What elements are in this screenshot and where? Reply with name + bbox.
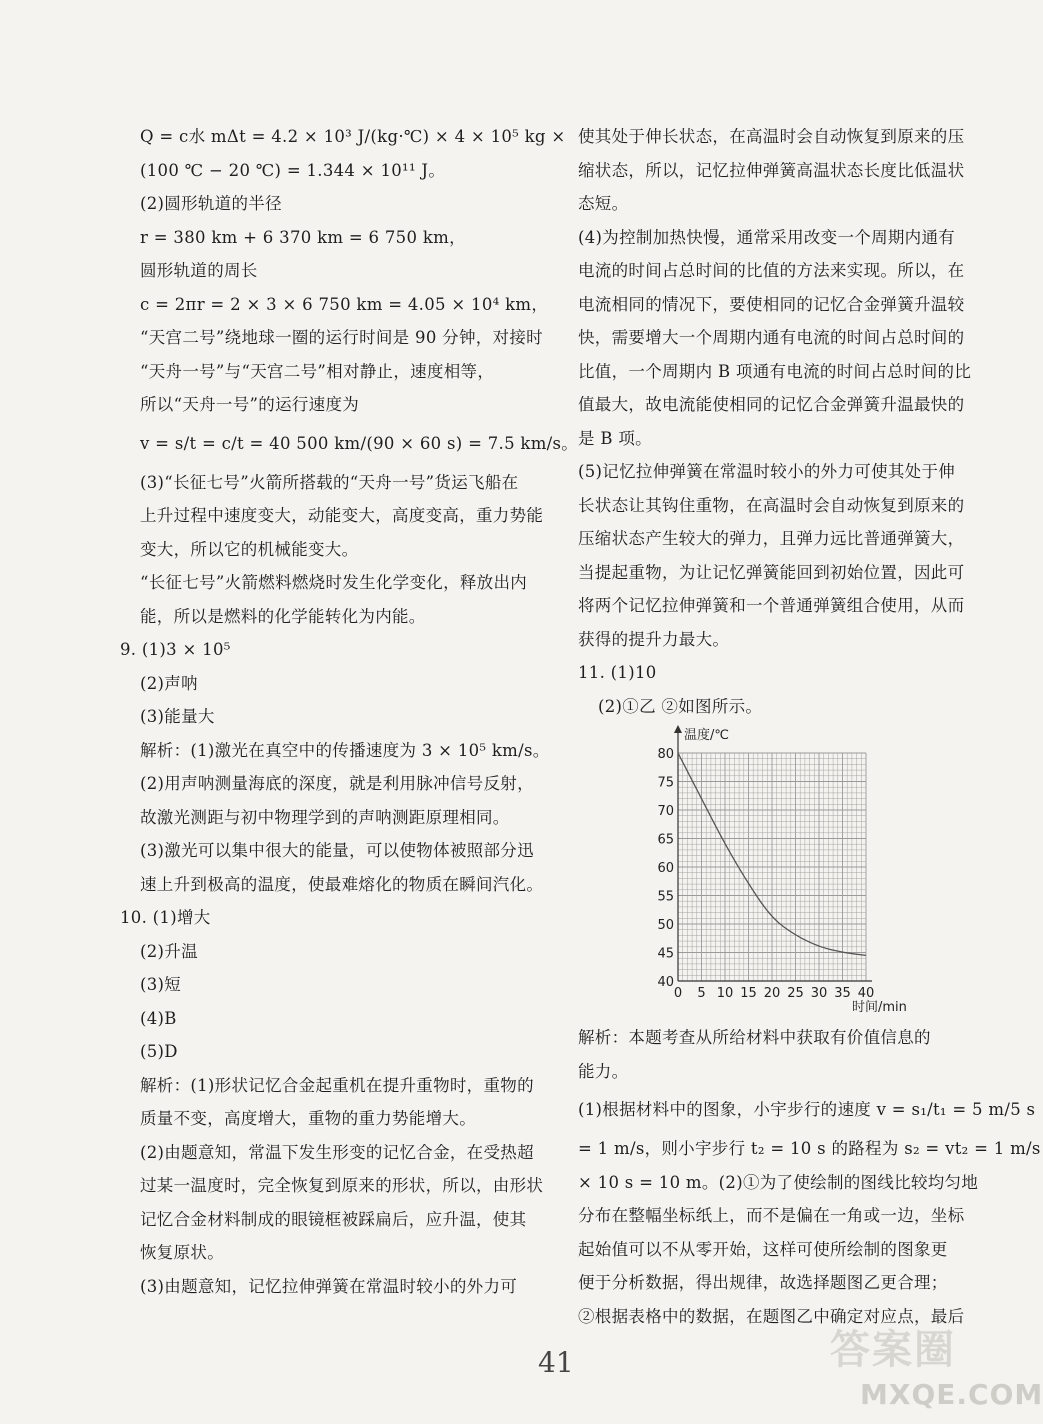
text-line: (3)短 [140,975,182,994]
text-line: (2)由题意知，常温下发生形变的记忆合金，在受热超 [140,1142,534,1162]
text-line: (4)为控制加热快慢，通常采用改变一个周期内通有 [578,227,956,247]
x-tick-label: 15 [740,986,757,1001]
text-line: 能，所以是燃料的化学能转化为内能。 [140,606,426,626]
right-text-top [578,120,990,723]
text-line: 电流相同的情况下，要使相同的记忆合金弹簧升温较 [578,294,965,314]
text-line: 获得的提升力最大。 [578,629,730,649]
text-line: 记忆合金材料制成的眼镜框被踩扁后，应升温，使其 [140,1209,527,1229]
text-line: (3)激光可以集中很大的能量，可以使物体被照部分迅 [140,841,534,860]
text-line: (3)由题意知，记忆拉伸弹簧在常温时较小的外力可 [140,1276,518,1296]
text-line: c = 2πr = 2 × 3 × 6 750 km = 4.05 × 10⁴ km， [140,294,549,314]
text-line: (100 ℃ − 20 ℃) = 1.344 × 10¹¹ J。 [140,160,446,180]
text-line: 恢复原状。 [140,1243,224,1262]
text-line: 故激光测距与初中物理学到的声呐测距原理相同。 [140,807,510,827]
temperature-chart-svg [638,723,907,1021]
x-tick-label: 10 [716,986,734,1001]
text-line: 上升过程中速度变大，动能变大，高度变高，重力势能 [140,506,544,525]
y-tick-label: 75 [657,775,674,791]
text-line: = 1 m/s，则小宇步行 t₂ = 10 s 的路程为 s₂ = vt₂ = 1 m/s [578,1139,1041,1158]
text-line: (2)升温 [140,941,198,961]
y-tick-label: 65 [657,832,674,848]
text-line: 质量不变，高度增大，重物的重力势能增大。 [140,1109,476,1128]
x-tick-label: 40 [857,986,875,1001]
y-tick-label: 40 [657,975,674,990]
text-line: 是 B 项。 [578,428,652,448]
page-number: 41 [538,1346,574,1379]
right-text-bottom [578,1021,1041,1333]
x-axis-label: 时间/min [852,1000,907,1015]
y-tick-label: 45 [657,946,674,962]
text-line: (5)记忆拉伸弹簧在常温时较小的外力可使其处于伸 [578,462,956,481]
text-line: Q = c水 mΔt = 4.2 × 10³ J/(kg·℃) × 4 × 10⁵ kg × [140,127,566,146]
text-line: (2)用声呐测量海底的深度，就是利用脉冲信号反射， [140,774,534,793]
x-tick-label: 0 [673,986,683,1001]
text-line: (4)B [140,1008,177,1028]
text-line: 能力。 [578,1061,629,1081]
text-line: 值最大，故电流能使相同的记忆合金弹簧升温最快的 [578,395,965,414]
left-column [120,120,579,1303]
x-tick-label: 35 [834,986,851,1001]
text-line: 过某一温度时，完全恢复到原来的形状，所以，由形状 [140,1176,544,1195]
text-line: (1)根据材料中的图象，小宇步行的速度 v = s₁/t₁ = 5 m/5 s [578,1100,1036,1119]
text-line: (2)①乙 ②如图所示。 [598,696,763,716]
text-line: 变大，所以它的机械能变大。 [140,539,359,559]
text-line: 当提起重物，为让记忆弹簧能回到初始位置，因此可 [578,562,965,582]
text-line: 态短。 [578,194,629,213]
y-axis-label: 温度/℃ [684,728,729,743]
text-line: (3)能量大 [140,707,215,726]
text-line: (2)声呐 [140,673,198,693]
watermark-text: 答案圈 [830,1327,956,1373]
text-line: 电流的时间占总时间的比值的方法来实现。所以，在 [578,261,965,280]
text-line: r = 380 km + 6 370 km = 6 750 km， [140,227,466,247]
text-line: 11. (1)10 [578,663,657,682]
text-line: 便于分析数据，得出规律，故选择题图乙更合理； [578,1273,948,1292]
text-line: 9. (1)3 × 10⁵ [120,640,231,659]
watermark-url: MXQE.COM [860,1378,1043,1411]
text-line: 使其处于伸长状态，在高温时会自动恢复到原来的压 [578,127,965,146]
text-line: 解析：(1)激光在真空中的传播速度为 3 × 10⁵ km/s。 [140,740,550,760]
text-line: ②根据表格中的数据，在题图乙中确定对应点，最后 [578,1306,965,1326]
y-tick-label: 55 [657,889,674,905]
text-line: (3)“长征七号”火箭所搭载的“天舟一号”货运飞船在 [140,472,519,492]
text-line: v = s/t = c/t = 40 500 km/(90 × 60 s) = 7.5 km/s。 [140,433,579,453]
text-line: 比值，一个周期内 B 项通有电流的时间占总时间的比 [578,361,972,381]
text-line: 快，需要增大一个周期内通有电流的时间占总时间的 [578,328,965,347]
text-line: 圆形轨道的周长 [140,261,258,280]
text-line: “长征七号”火箭燃料燃烧时发生化学变化，释放出内 [140,573,528,592]
text-line: 将两个记忆拉伸弹簧和一个普通弹簧组合使用，从而 [578,596,965,615]
text-line: “天宫二号”绕地球一圈的运行时间是 90 分钟，对接时 [140,328,543,347]
x-tick-label: 25 [787,986,804,1001]
x-tick-label: 30 [810,986,828,1001]
y-tick-label: 70 [657,804,674,819]
text-line: “天舟一号”与“天宫二号”相对静止，速度相等， [140,361,495,381]
text-line: 压缩状态产生较大的弹力，且弹力远比普通弹簧大， [578,529,965,548]
y-tick-label: 80 [657,747,674,762]
text-line: 缩状态，所以，记忆拉伸弹簧高温状态长度比低温状 [578,160,965,180]
y-axis-arrow [674,725,682,733]
temperature-chart [578,723,990,1021]
text-line: 起始值可以不从零开始，这样可使所绘制的图象更 [578,1239,948,1259]
y-tick-label: 60 [657,861,674,876]
text-line: 速上升到极高的温度，使最难熔化的物质在瞬间汽化。 [140,874,544,894]
text-line: 长状态让其钩住重物，在高温时会自动恢复到原来的 [578,495,965,515]
text-line: 分布在整幅坐标纸上，而不是偏在一角或一边，坐标 [578,1206,965,1225]
text-line: 所以“天舟一号”的运行速度为 [140,395,360,414]
text-line: (5)D [140,1042,178,1061]
x-tick-label: 20 [763,986,781,1001]
watermark-logo [820,1318,1043,1424]
text-line: × 10 s = 10 m。(2)①为了使绘制的图线比较均匀地 [578,1172,979,1192]
text-line: 解析：(1)形状记忆合金起重机在提升重物时，重物的 [140,1075,534,1095]
y-tick-label: 50 [657,918,674,933]
text-line: 解析：本题考查从所给材料中获取有价值信息的 [578,1028,931,1047]
x-tick-label: 5 [697,986,706,1001]
text-line: 10. (1)增大 [120,908,211,927]
right-column [578,120,1041,1333]
text-line: (2)圆形轨道的半径 [140,194,282,213]
